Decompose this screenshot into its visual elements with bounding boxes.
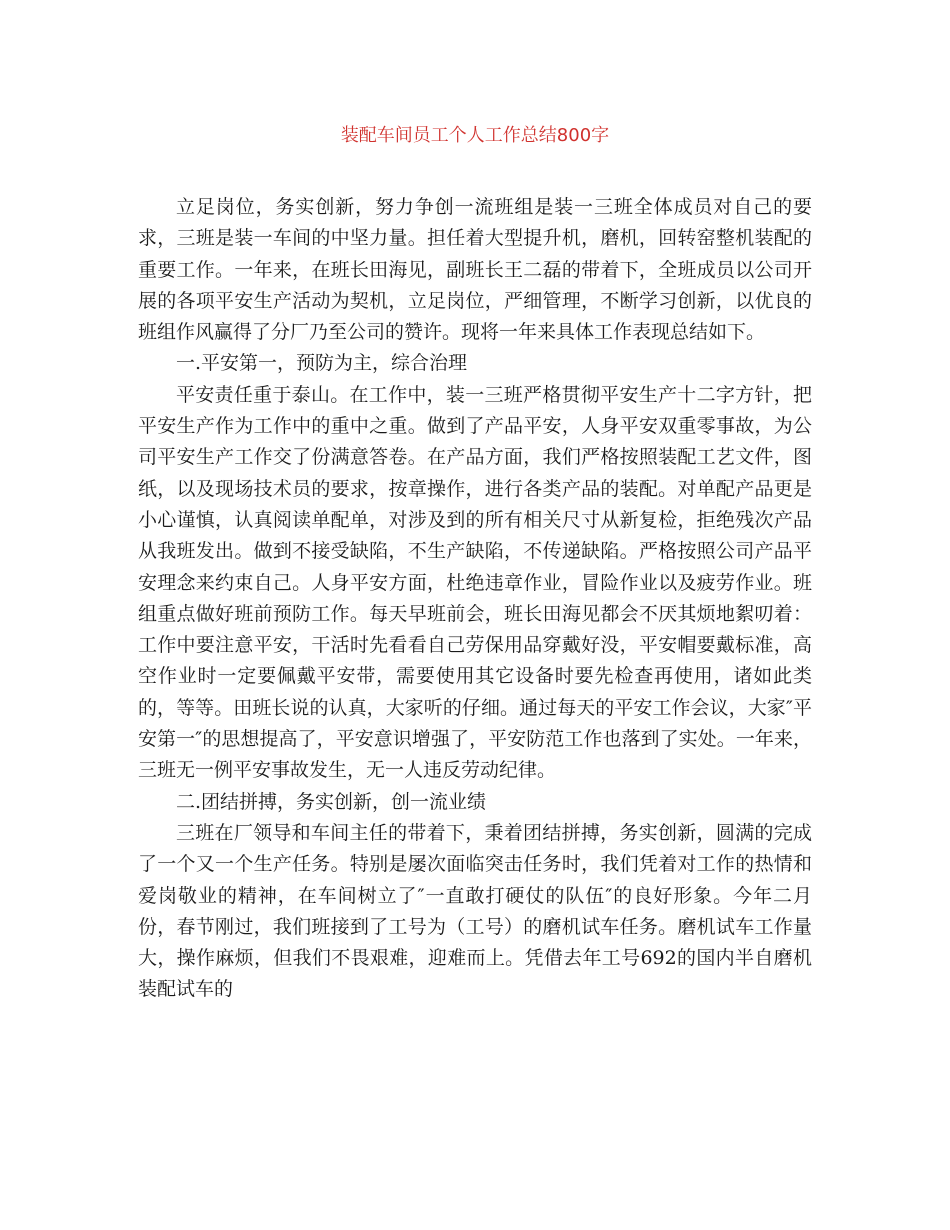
section-heading-teamwork: 二.团结拼搏，务实创新，创一流业绩	[176, 790, 487, 813]
document-title: 装配车间员工个人工作总结800字	[340, 125, 610, 146]
document-body	[138, 192, 812, 1006]
section-heading-safety: 一.平安第一，预防为主，综合治理	[176, 352, 468, 375]
paragraph-teamwork: 三班在厂领导和车间主任的带着下，秉着团结拼搏，务实创新，圆满的完成了一个又一个生产任务。特别是屡次面临突击任务时，我们凭着对工作的热情和爱岗敬业的精神，在车间树立了″一直敢打硬仗的队伍″的良好形象。今年二月份，春节刚过，我们班接到了工号为（工号）的磨机试车任务。磨机试车工作量大，操作麻烦，但我们不畏艰难，迎难而上。凭借去年工号692的国内半自磨机装配试车的	[138, 821, 812, 1001]
paragraph-safety: 平安责任重于泰山。在工作中，装一三班严格贯彻平安生产十二字方针，把平安生产作为工作中的重中之重。做到了产品平安，人身平安双重零事故，为公司平安生产工作交了份满意答卷。在产品方面，我们严格按照装配工艺文件，图纸，以及现场技术员的要求，按章操作，进行各类产品的装配。对单配产品更是小心谨慎，认真阅读单配单，对涉及到的所有相关尺寸从新复检，拒绝残次产品从我班发出。做到不接受缺陷，不生产缺陷，不传递缺陷。严格按照公司产品平安理念来约束自己。人身平安方面，杜绝违章作业，冒险作业以及疲劳作业。班组重点做好班前预防工作。每天早班前会，班长田海见都会不厌其烦地絮叨着：工作中要注意平安，干活时先看看自己劳保用品穿戴好没，平安帽要戴标准，高空作业时一定要佩戴平安带，需要使用其它设备时要先检查再使用，诸如此类的，等等。田班长说的认真，大家听的仔细。通过每天的平安工作会议，大家″平安第一″的思想提高了，平安意识增强了，平安防范工作也落到了实处。一年来，三班无一例平安事故发生，无一人违反劳动纪律。	[138, 383, 812, 782]
paragraph-intro: 立足岗位，务实创新，努力争创一流班组是装一三班全体成员对自己的要求，三班是装一车间的中坚力量。担任着大型提升机，磨机，回转窑整机装配的重要工作。一年来，在班长田海见，副班长王二磊的带着下，全班成员以公司开展的各项平安生产活动为契机，立足岗位，严细管理，不断学习创新，以优良的班组作风赢得了分厂乃至公司的赞许。现将一年来具体工作表现总结如下。	[138, 196, 812, 344]
